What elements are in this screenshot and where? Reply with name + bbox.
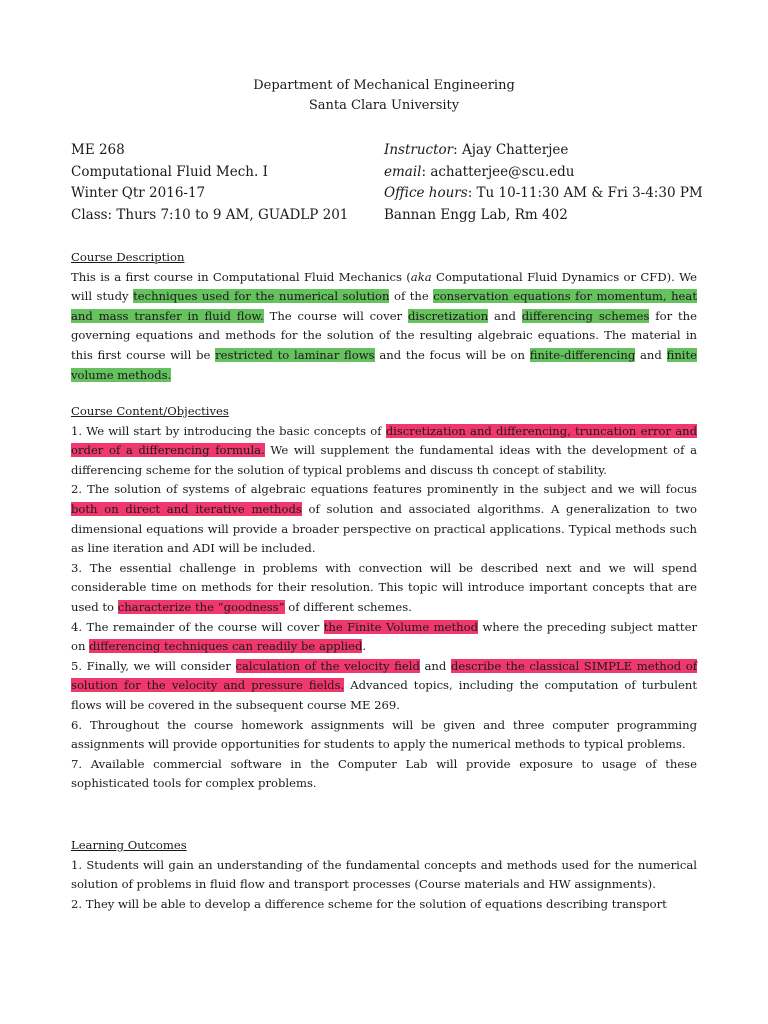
email-line bbox=[384, 162, 703, 184]
objective-item-6: 6. Throughout the course homework assignments will be given and three computer programming assignments will provide opportunities for students to apply the numerical methods to typical problems. bbox=[71, 717, 697, 752]
highlight-green: differencing schemes bbox=[521, 308, 650, 323]
objective-item-2: 2. The solution of systems of algebraic equations features prominently in the subject and we will focus both on direct and iterative methods of solution and associated algorithms. A generalization to two dimensional equations will provide a broader perspective on practical applications. Typical methods such as line iteration and ADI will be included. bbox=[71, 482, 697, 556]
course-description-title: Course Description bbox=[71, 250, 185, 264]
highlight-green: techniques used for the numerical solution bbox=[133, 289, 390, 304]
highlight-red: describe the classical SIMPLE method of solution for the velocity and pressure fields. bbox=[71, 658, 697, 693]
highlight-green: finite-differencing bbox=[529, 347, 636, 362]
highlight-red: differencing techniques can readily be applied bbox=[89, 639, 363, 654]
objective-item-3: 3. The essential challenge in problems with convection will be described next and we will spend considerable time on methods for their resolution. This topic will introduce important concepts that are used to characterize the “goodness” of different schemes. bbox=[71, 560, 697, 614]
highlight-red: discretization and differencing, truncation error and order of a differencing formula. bbox=[71, 423, 698, 458]
course-info bbox=[71, 140, 348, 226]
course-name: Computational Fluid Mech. I bbox=[71, 163, 268, 180]
highlight-red: both on direct and iterative methods bbox=[71, 501, 302, 516]
office-location: Bannan Engg Lab, Rm 402 bbox=[384, 206, 568, 223]
instructor-name: : Ajay Chatterjee bbox=[453, 142, 569, 158]
office-hours-line bbox=[384, 183, 703, 205]
course-content-title: Course Content/Objectives bbox=[71, 404, 229, 418]
email-value: : achatterjee@scu.edu bbox=[421, 163, 575, 180]
department-name: Department of Mechanical Engineering bbox=[253, 78, 515, 93]
objective-item-4: 4. The remainder of the course will cover the Finite Volume method where the preceding subject matter on differencing techniques can readily be applied. bbox=[71, 619, 697, 654]
highlight-green: conservation equations for momentum, heat and mass transfer in fluid flow. bbox=[71, 289, 697, 323]
highlight-red: characterize the “goodness” bbox=[117, 599, 285, 614]
highlight-green: finite volume methods. bbox=[71, 347, 698, 382]
objective-item-1: 1. We will start by introducing the basic concepts of discretization and differencing, truncation error and order of a differencing formula. We will supplement the fundamental ideas with the development of a differencing scheme for the solution of typical problems and discuss th concept of stability. bbox=[71, 423, 698, 477]
outcome-item-2: 2. They will be able to develop a difference scheme for the solution of equations describing transport bbox=[71, 896, 667, 911]
highlight-red: the Finite Volume method bbox=[323, 619, 479, 634]
course-code: ME 268 bbox=[71, 142, 125, 158]
office-hours-value: : Tu 10-11:30 AM & Fri 3-4:30 PM bbox=[467, 185, 703, 201]
highlight-green: restricted to laminar flows bbox=[215, 347, 375, 362]
office-hours-label: Office hours bbox=[384, 185, 468, 201]
instructor-info bbox=[384, 140, 703, 226]
highlight-green: discretization bbox=[407, 308, 489, 323]
objective-item-5: 5. Finally, we will consider calculation of the velocity field and describe the classical SIMPLE method of solution for the velocity and pressure fields. Advanced topics, including the computation of turbulent flows will be covered in the subsequent course ME 269. bbox=[71, 658, 697, 712]
course-term: Winter Qtr 2016-17 bbox=[71, 185, 206, 201]
course-description-text: This is a first course in Computational Fluid Mechanics (aka Computational Fluid Dynamics or CFD). We will study techniques used for the numerical solution of the conservation equations for momentum, heat and mass transfer in fluid flow. The course will cover discretization and differencing schemes for the governing equations and methods for the solution of the resulting algebraic equations. The material in this first course will be restricted to laminar flows and the focus will be on finite-differencing and finite volume methods. bbox=[71, 269, 698, 382]
class-time: Class: Thurs 7:10 to 9 AM, GUADLP 201 bbox=[71, 206, 349, 223]
university-name: Santa Clara University bbox=[308, 98, 460, 113]
instructor-line bbox=[384, 140, 703, 162]
learning-outcomes-section bbox=[71, 836, 697, 914]
course-description-section bbox=[71, 248, 697, 385]
email-label: email bbox=[384, 163, 422, 180]
course-content-section bbox=[71, 402, 697, 794]
highlight-red: calculation of the velocity field bbox=[235, 658, 420, 673]
objective-item-7: 7. Available commercial software in the Computer Lab will provide exposure to usage of these sophisticated tools for complex problems. bbox=[71, 756, 697, 791]
learning-outcomes-title: Learning Outcomes bbox=[71, 838, 187, 852]
instructor-label: Instructor bbox=[384, 142, 454, 158]
outcome-item-1: 1. Students will gain an understanding of the fundamental concepts and methods used for the numerical solution of problems in fluid flow and transport processes (Course materials and HW assignments). bbox=[71, 857, 697, 892]
